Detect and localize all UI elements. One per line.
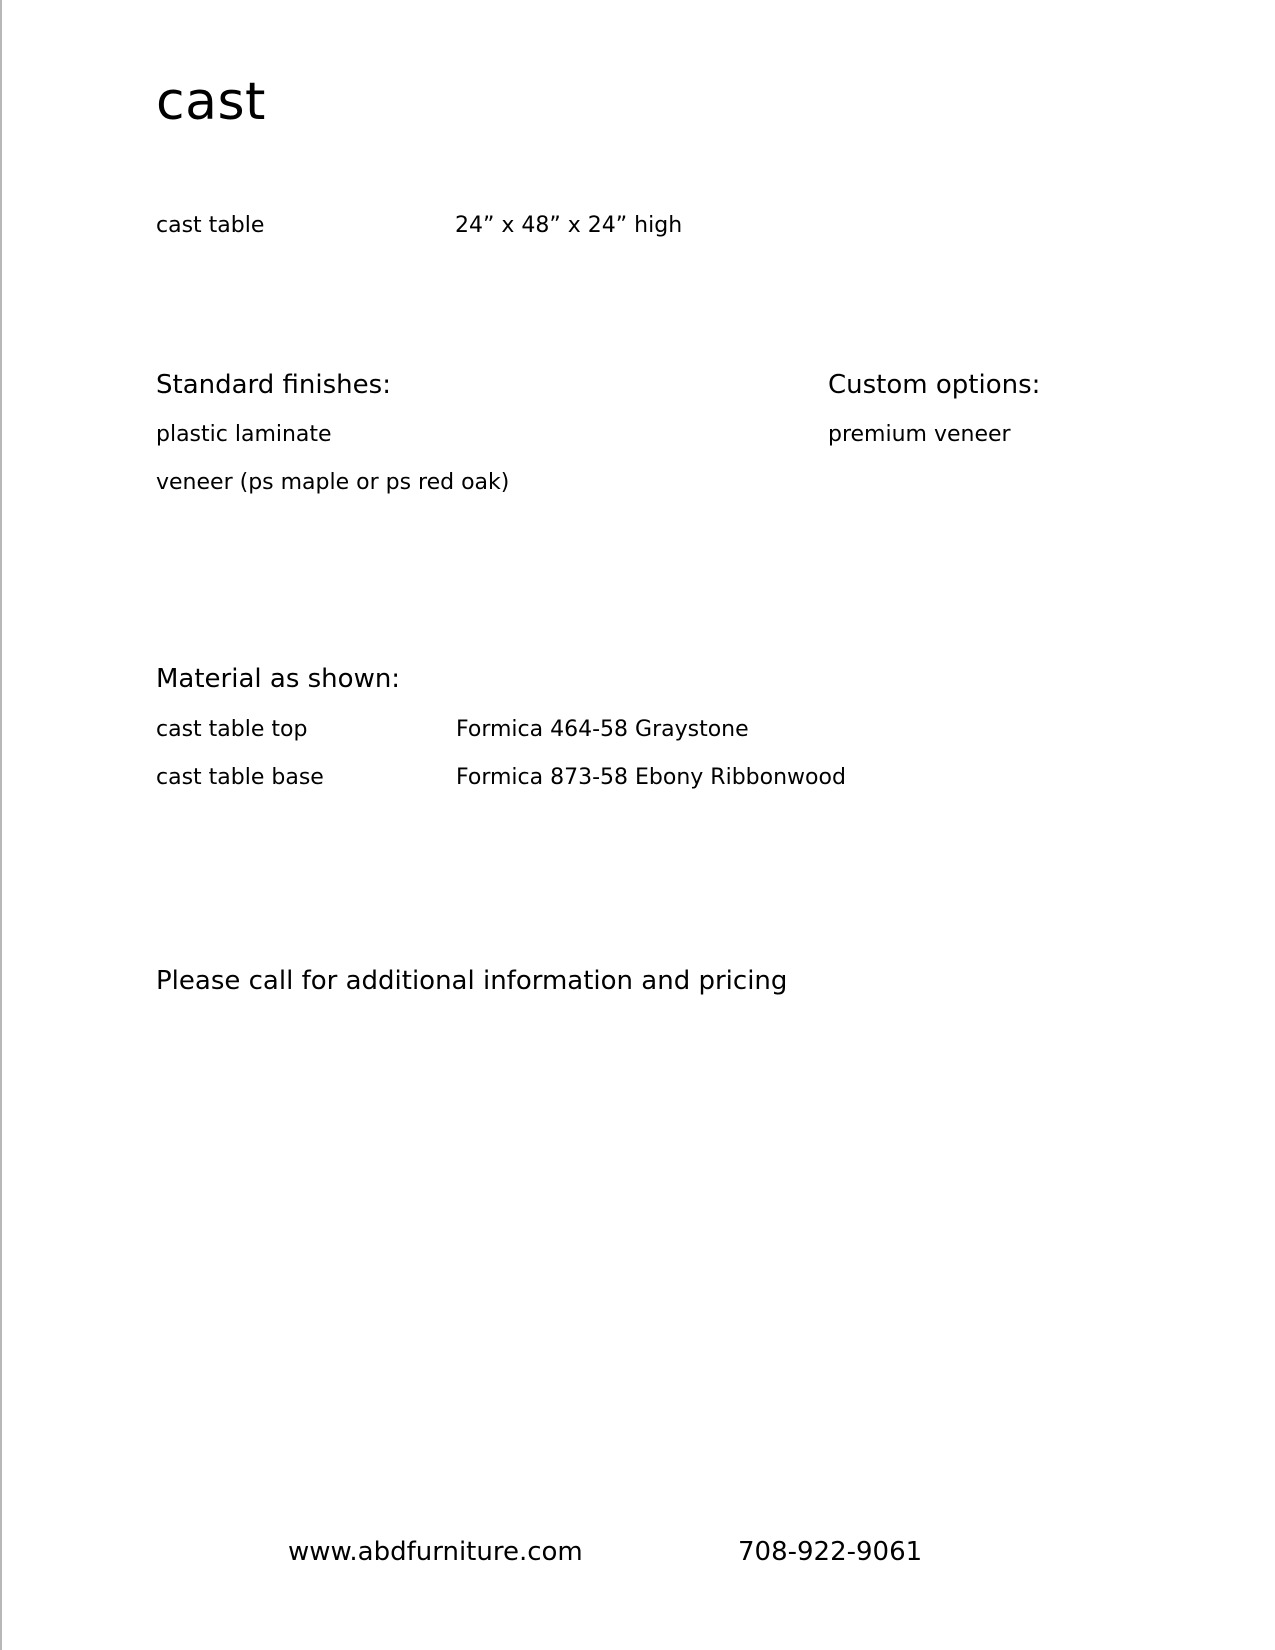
standard-finish-item: veneer (ps maple or ps red oak) [156, 470, 510, 495]
material-part: cast table top [156, 717, 308, 742]
product-dimensions: 24” x 48” x 24” high [455, 213, 683, 238]
standard-finish-item: plastic laminate [156, 422, 332, 447]
product-name: cast table [156, 213, 265, 238]
standard-finishes-heading: Standard finishes: [156, 370, 391, 400]
page-title: cast [156, 72, 266, 132]
footer-website: www.abdfurniture.com [288, 1537, 583, 1567]
custom-option-item: premium veneer [828, 422, 1011, 447]
material-value: Formica 873-58 Ebony Ribbonwood [456, 765, 846, 790]
material-part: cast table base [156, 765, 324, 790]
pricing-note: Please call for additional information and pricing [156, 966, 788, 996]
material-value: Formica 464-58 Graystone [456, 717, 749, 742]
material-heading: Material as shown: [156, 664, 401, 694]
footer-phone: 708-922-9061 [738, 1537, 923, 1567]
page-edge-line [0, 0, 2, 1650]
custom-options-heading: Custom options: [828, 370, 1041, 400]
